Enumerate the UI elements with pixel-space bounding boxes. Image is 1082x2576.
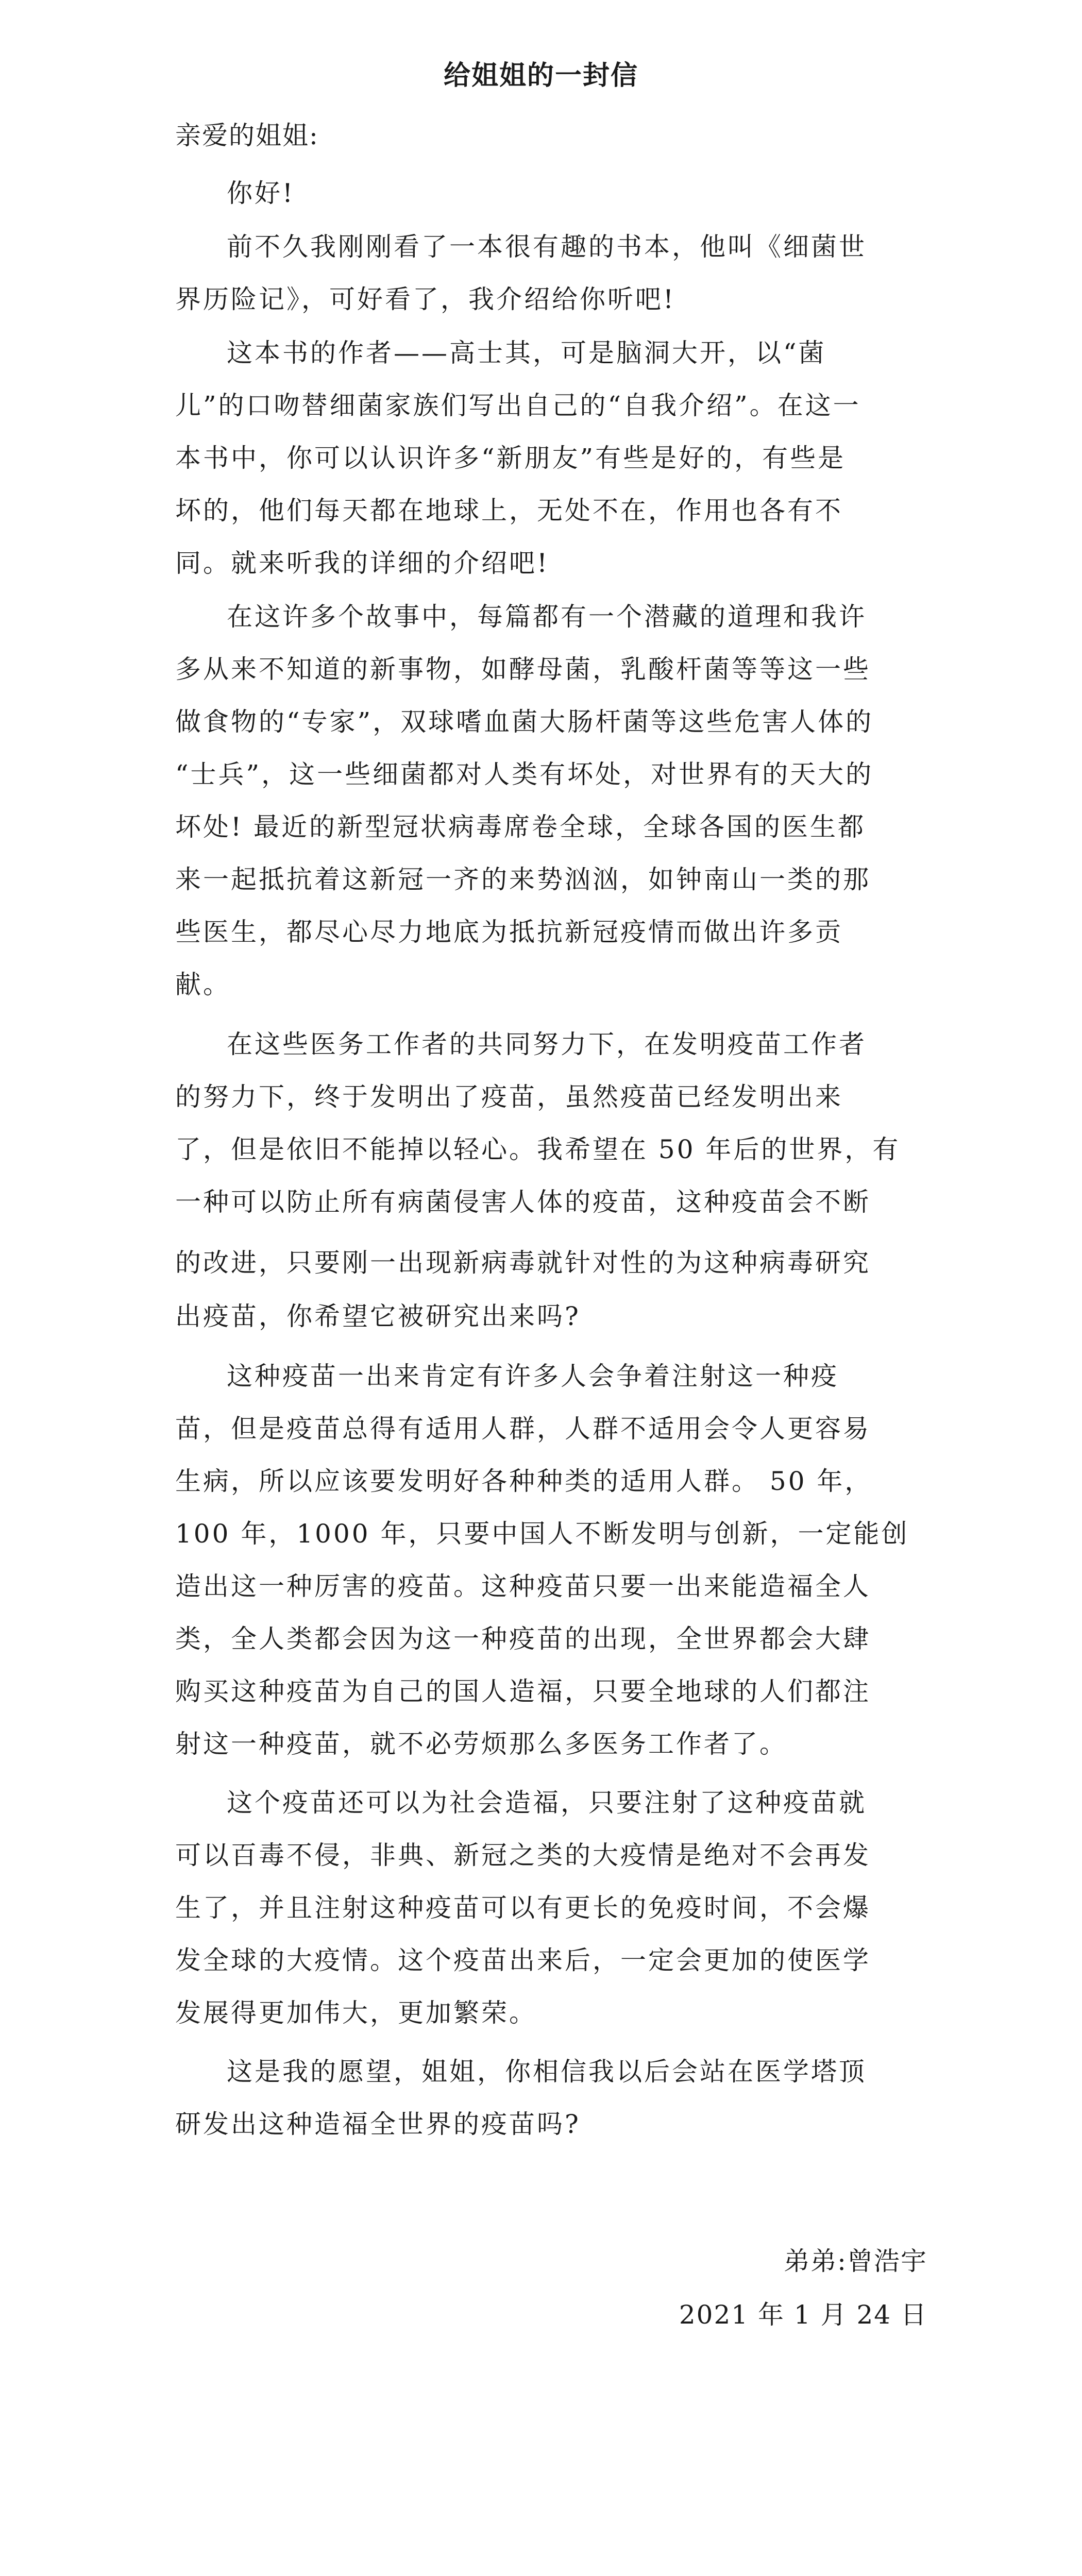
letter-title: 给姐姐的一封信 bbox=[443, 60, 638, 91]
letter-line: 研发出这种造福全世界的疫苗吗? bbox=[175, 2109, 581, 2139]
letter-line: 坏处! 最近的新型冠状病毒席卷全球，全球各国的医生都 bbox=[175, 812, 866, 842]
letter-line: 在这许多个故事中，每篇都有一个潜藏的道理和我许 bbox=[227, 602, 867, 632]
letter-line: 多从来不知道的新事物，如酵母菌，乳酸杆菌等等这一些 bbox=[175, 654, 871, 684]
letter-line: 这本书的作者——高士其，可是脑洞大开，以“菌 bbox=[227, 338, 826, 368]
letter-line: 了，但是依旧不能掉以轻心。我希望在 50 年后的世界，有 bbox=[175, 1134, 901, 1164]
letter-line: 生病，所以应该要发明好各种种类的适用人群。 50 年， bbox=[175, 1466, 873, 1496]
letter-line: 射这一种疫苗，就不必劳烦那么多医务工作者了。 bbox=[175, 1729, 787, 1759]
letter-line: 前不久我刚刚看了一本很有趣的书本，他叫《细菌世 bbox=[227, 232, 867, 262]
salutation: 亲爱的姐姐: bbox=[175, 121, 319, 150]
letter-line: 同。就来听我的详细的介绍吧! bbox=[175, 548, 550, 578]
letter-line: 些医生，都尽心尽力地底为抵抗新冠疫情而做出许多贡 bbox=[175, 917, 843, 947]
letter-line: 发展得更加伟大，更加繁荣。 bbox=[175, 1998, 537, 2028]
letter-line: 生了，并且注射这种疫苗可以有更长的免疫时间，不会爆 bbox=[175, 1893, 871, 1923]
letter-line: 这种疫苗一出来肯定有许多人会争着注射这一种疫 bbox=[227, 1361, 839, 1391]
letter-line: 的努力下，终于发明出了疫苗，虽然疫苗已经发明出来 bbox=[175, 1082, 843, 1112]
letter-line: 的改进，只要刚一出现新病毒就针对性的为这种病毒研究 bbox=[175, 1248, 871, 1278]
letter-line: 界历险记》，可好看了，我介绍给你听吧! bbox=[175, 284, 676, 314]
letter-line: 你好! bbox=[227, 178, 295, 208]
signature: 弟弟:曾浩宇 bbox=[784, 2246, 927, 2276]
letter-line: 苗，但是疫苗总得有适用人群，人群不适用会令人更容易 bbox=[175, 1414, 871, 1444]
letter-line: 来一起抵抗着这新冠一齐的来势汹汹，如钟南山一类的那 bbox=[175, 865, 871, 894]
letter-line: 可以百毒不侵，非典、新冠之类的大疫情是绝对不会再发 bbox=[175, 1840, 871, 1870]
letter-line: 购买这种疫苗为自己的国人造福，只要全地球的人们都注 bbox=[175, 1676, 871, 1706]
letter-line: 坏的，他们每天都在地球上，无处不在，作用也各有不 bbox=[175, 496, 843, 526]
letter-line: 做食物的“专家”，双球嗜血菌大肠杆菌等这些危害人体的 bbox=[175, 707, 874, 737]
letter-line: 献。 bbox=[175, 970, 231, 999]
letter-line: 出疫苗，你希望它被研究出来吗? bbox=[175, 1301, 581, 1331]
letter-line: 类，全人类都会因为这一种疫苗的出现，全世界都会大肆 bbox=[175, 1624, 871, 1654]
letter-line: “士兵”，这一些细菌都对人类有坏处，对世界有的天大的 bbox=[175, 759, 874, 789]
letter-line: 儿”的口吻替细菌家族们写出自己的“自我介绍”。在这一 bbox=[175, 391, 861, 420]
letter-line: 这个疫苗还可以为社会造福，只要注射了这种疫苗就 bbox=[227, 1788, 867, 1818]
letter-line: 在这些医务工作者的共同努力下，在发明疫苗工作者 bbox=[227, 1029, 867, 1059]
letter-date: 2021 年 1 月 24 日 bbox=[679, 2300, 927, 2330]
letter-line: 造出这一种厉害的疫苗。这种疫苗只要一出来能造福全人 bbox=[175, 1571, 871, 1601]
letter-line: 这是我的愿望，姐姐，你相信我以后会站在医学塔顶 bbox=[227, 2057, 867, 2087]
letter-line: 100 年，1000 年，只要中国人不断发明与创新，一定能创 bbox=[175, 1519, 909, 1549]
letter-line: 本书中，你可以认识许多“新朋友”有些是好的，有些是 bbox=[175, 443, 846, 473]
letter-line: 发全球的大疫情。这个疫苗出来后，一定会更加的使医学 bbox=[175, 1945, 871, 1975]
letter-line: 一种可以防止所有病菌侵害人体的疫苗，这种疫苗会不断 bbox=[175, 1187, 871, 1217]
